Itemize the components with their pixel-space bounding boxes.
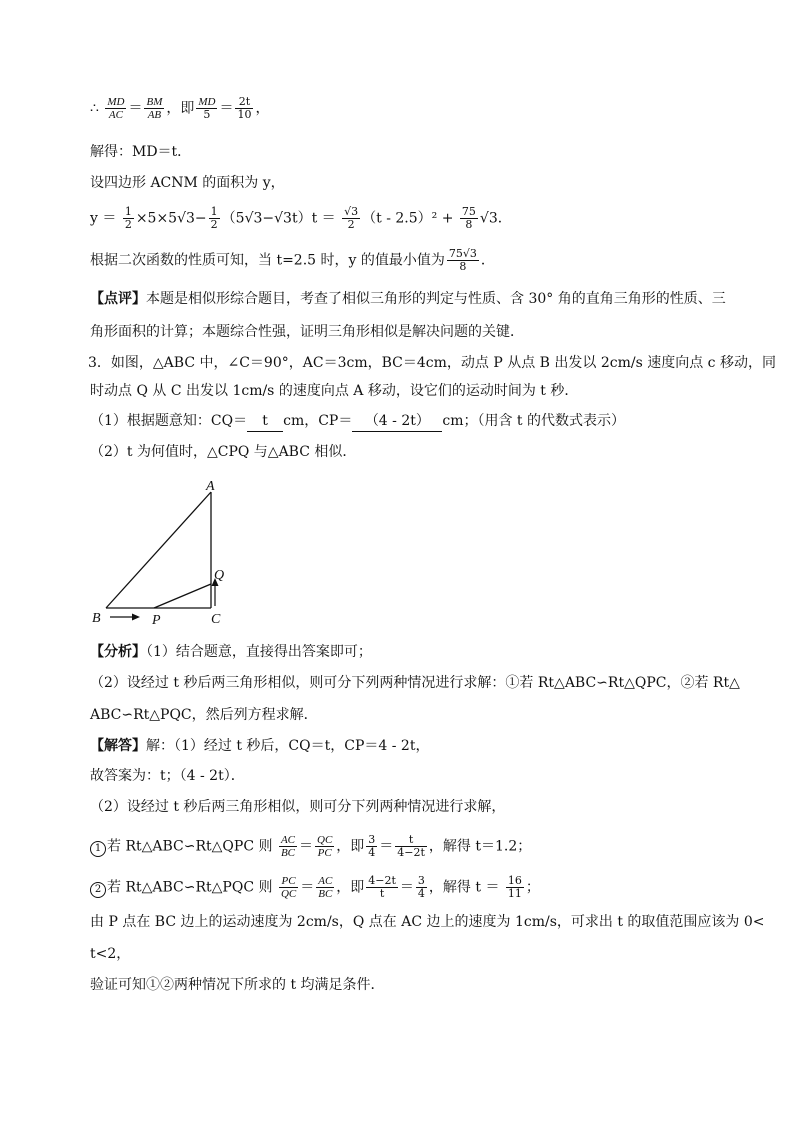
solution-line-1: 【解答】解：（1）经过 t 秒后，CQ＝t，CP＝4 - 2t， xyxy=(90,738,430,754)
solution-line-2: 故答案为：t；（4 - 2t）． xyxy=(90,768,245,784)
analysis-line-1: 【分析】（1）结合题意，直接得出答案即可； xyxy=(90,644,372,660)
triangle-figure xyxy=(88,470,248,630)
fraction: $\frac{BM}{AB}$ xyxy=(146,96,163,121)
min-value-line: 根据二次函数的性质可知，当 t=2.5 时，y 的值最小值为 $\frac{75√3}{8}$ ． xyxy=(90,247,495,273)
case-2-line: 2 若 Rt△ABC∽Rt△PQC 则 $\frac{PC}{QC}$ ＝ $\frac{AC}{BC}$ ，即 $\frac{4-2t}{t}$ ＝ $\frac{3}{4}$ ，解得 t ＝ $\frac{16}{11}$ ； xyxy=(90,875,540,900)
range-line: 由 P 点在 BC 边上的运动速度为 2cm/s，Q 点在 AC 边上的速度为 1cm/s，可求出 t 的取值范围应该为 0< xyxy=(90,914,765,930)
fraction: $\frac{MD}{AC}$ xyxy=(107,96,125,121)
area-formula-line: y ＝ $\frac{1}{2}$ ×5×5√3− $\frac{1}{2}$ （5√3−√3t）t ＝ $\frac{√3}{2}$ （t - 2.5）² + $\frac{75}{8}$ √3． xyxy=(90,205,512,231)
solution-line-3: （2）设经过 t 秒后两三角形相似，则可分下列两种情况进行求解， xyxy=(90,799,506,815)
fraction: $\frac{2t}{10}$ xyxy=(237,95,252,121)
circled-number: 1 xyxy=(90,841,106,857)
review-line-1: 【点评】本题是相似形综合题目，考查了相似三角形的判定与性质、含 30° 角的直角三角形的性质、三 xyxy=(90,291,726,307)
review-line-2: 角形面积的计算；本题综合性强，证明三角形相似是解决问题的关键． xyxy=(90,324,524,340)
answer-blank-2: （4 - 2t） xyxy=(352,411,442,432)
analysis-line-3: ABC∽Rt△PQC，然后列方程求解． xyxy=(90,707,318,723)
label-A: A xyxy=(206,479,215,494)
q3-part1: （1）根据题意知：CQ＝ t cm，CP＝ （4 - 2t） cm；（用含 t 的代数式表示） xyxy=(90,411,625,432)
verify-line: 验证可知①②两种情况下所求的 t 均满足条件． xyxy=(90,977,385,993)
label-Q: Q xyxy=(214,568,225,583)
q3-stem-line-1: 3．如图，△ABC 中，∠C＝90°，AC＝3cm，BC＝4cm，动点 P 从点 B 出发以 2cm/s 速度向点 c 移动，同 xyxy=(88,355,776,371)
eq-ratio-line: ∴ $\frac{MD}{AC}$ ＝ $\frac{BM}{AB}$ ，即 $\frac{MD}{5}$ ＝ $\frac{2t}{10}$ ， xyxy=(90,95,270,121)
area-def-line: 设四边形 ACNM 的面积为 y， xyxy=(90,175,285,191)
answer-blank-1: t xyxy=(247,411,283,432)
q3-part2: （2）t 为何值时，△CPQ 与△ABC 相似． xyxy=(90,444,357,460)
analysis-tag: 【分析】 xyxy=(90,644,146,660)
label-B: B xyxy=(92,611,101,626)
circled-number: 2 xyxy=(90,882,106,898)
label-P: P xyxy=(152,613,161,628)
therefore-symbol: ∴ xyxy=(90,100,99,117)
solution-tag: 【解答】 xyxy=(90,738,146,754)
label-C: C xyxy=(211,612,221,627)
range-line-cont: t<2， xyxy=(90,946,131,962)
solve-md-line: 解得：MD＝t． xyxy=(90,144,192,160)
q3-stem-line-2: 时动点 Q 从 C 出发以 1cm/s 的速度向点 A 移动，设它们的运动时间为 t 秒． xyxy=(90,383,579,399)
case-1-line: 1 若 Rt△ABC∽Rt△QPC 则 $\frac{AC}{BC}$ ＝ $\frac{QC}{PC}$ ，即 $\frac{3}{4}$ ＝ $\frac{t}{4-2t}$ ，解得 t＝1.2； xyxy=(90,834,531,859)
fraction: $\frac{MD}{5}$ xyxy=(198,96,216,121)
analysis-line-2: （2）设经过 t 秒后两三角形相似，则可分下列两种情况进行求解：①若 Rt△ABC∽Rt△QPC，②若 Rt△ xyxy=(90,675,740,691)
review-tag: 【点评】 xyxy=(90,291,146,307)
